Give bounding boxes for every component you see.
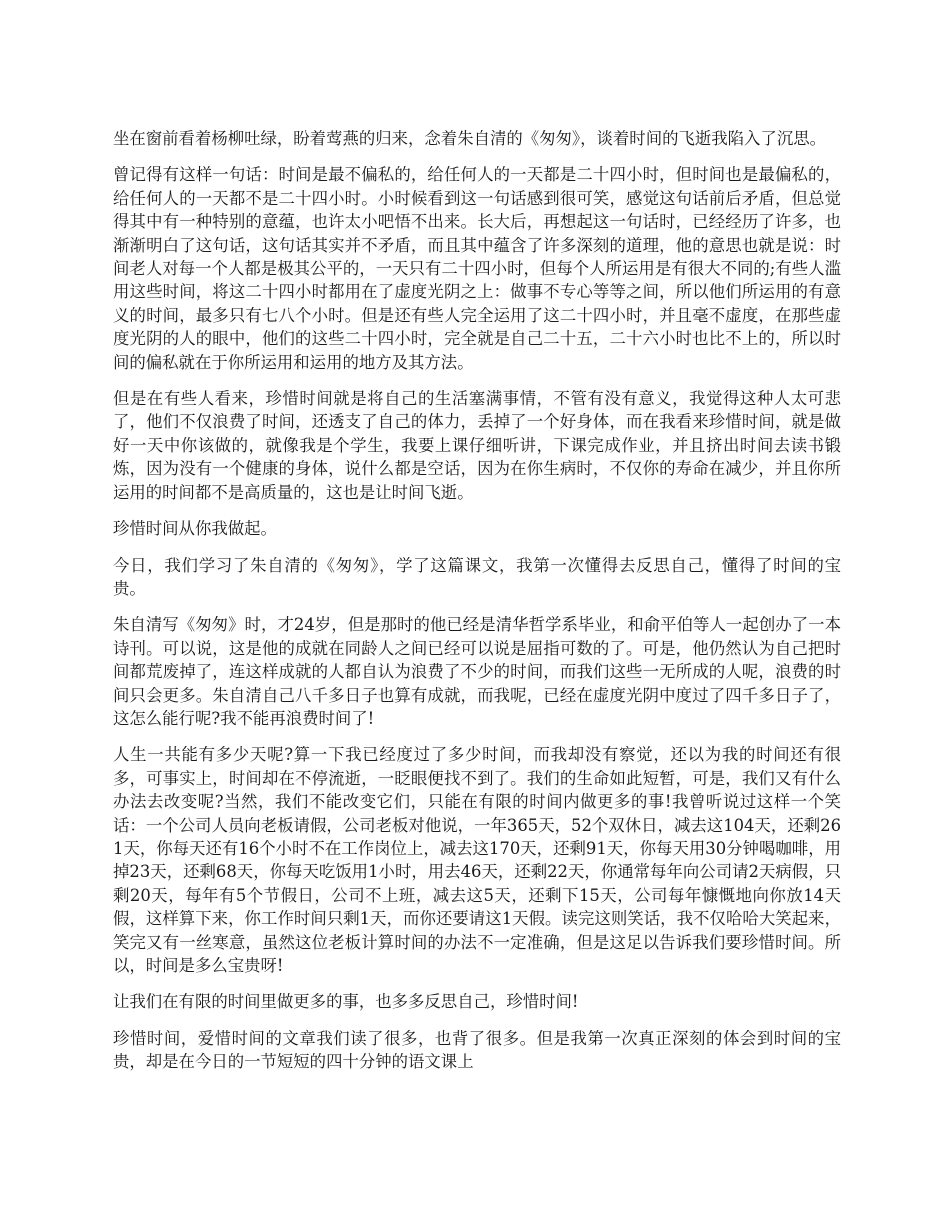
paragraph-7: 人生一共能有多少天呢?算一下我已经度过了多少时间，而我却没有察觉，还以为我的时间还有很多，可事实上，时间却在不停流逝，一眨眼便找不到了。我们的生命如此短暂，可是，我们又有什么办法去改变呢?当然，我们不能改变它们，只能在有限的时间内做更多的事!我曾听说过这样一个笑话：一个公司人员向老板请假，公司老板对他说，一年365天，52个双休日，减去这104天，还剩261天，你每天还有16个小时不在工作岗位上，减去这170天，还剩91天，你每天用30分钟喝咖啡，用掉23天，还剩68天，你每天吃饭用1小时，用去46天，还剩22天，你通常每年向公司请2天病假，只剩20天，每年有5个节假日，公司不上班，减去这5天，还剩下15天，公司每年慷慨地向你放14天假，这样算下来，你工作时间只剩1天，而你还要请这1天假。读完这则笑话，我不仅哈哈大笑起来，笑完又有一丝寒意，虽然这位老板计算时间的办法不一定准确，但是这足以告诉我们要珍惜时间。所以，时间是多么宝贵呀!: [113, 745, 841, 975]
document-body: [113, 127, 841, 1087]
paragraph-6: 朱自清写《匆匆》时，才24岁，但是那时的他已经是清华哲学系毕业，和俞平伯等人一起创办了一本诗刊。可以说，这是他的成就在同龄人之间已经可以说是屈指可数的了。可是，他仍然认为自己把时间都荒废掉了，连这样成就的人都自认为浪费了不少的时间，而我们这些一无所成的人呢，浪费的时间只会更多。朱自清自己八千多日子也算有成就，而我呢，已经在虚度光阴中度过了四千多日子了，这怎么能行呢?我不能再浪费时间了!: [113, 615, 841, 728]
paragraph-8: 让我们在有限的时间里做更多的事，也多多反思自己，珍惜时间!: [113, 992, 579, 1012]
paragraph-4: 珍惜时间从你我做起。: [113, 519, 277, 539]
paragraph-2: 曾记得有这样一句话：时间是最不偏私的，给任何人的一天都是二十四小时，但时间也是最偏私的，给任何人的一天都不是二十四小时。小时候看到这一句话感到很可笑，感觉这句话前后矛盾，但总觉得其中有一种特别的意蕴，也许太小吧悟不出来。长大后，再想起这一句话时，已经经历了许多，也渐渐明白了这句话，这句话其实并不矛盾，而且其中蕴含了许多深刻的道理，他的意思也就是说：时间老人对每一个人都是极其公平的，一天只有二十四小时，但每个人所运用是有很大不同的;有些人滥用这些时间，将这二十四小时都用在了虚度光阴之上：做事不专心等等之间，所以他们所运用的有意义的时间，最多只有七八个小时。但是还有些人完全运用了这二十四小时，并且毫不虚度，在那些虚度光阴的人的眼中，他们的这些二十四小时，完全就是自己二十五，二十六小时也比不上的，所以时间的偏私就在于你所运用和运用的地方及其方法。: [113, 165, 841, 372]
paragraph-9: 珍惜时间，爱惜时间的文章我们读了很多，也背了很多。但是我第一次真正深刻的体会到时间的宝贵，却是在今日的一节短短的四十分钟的语文课上: [113, 1028, 841, 1072]
paragraph-1: 坐在窗前看着杨柳吐绿，盼着莺燕的归来，念着朱自清的《匆匆》，谈着时间的飞逝我陷入了沉思。: [113, 129, 826, 148]
paragraph-3: 但是在有些人看来，珍惜时间就是将自己的生活塞满事情，不管有没有意义，我觉得这种人太可悲了，他们不仅浪费了时间，还透支了自己的体力，丢掉了一个好身体，而在我看来珍惜时间，就是做好一天中你该做的，就像我是个学生，我要上课仔细听讲，下课完成作业，并且挤出时间去读书锻炼，因为没有一个健康的身体，说什么都是空话，因为在你生病时，不仅你的寿命在减少，并且你所运用的时间都不是高质量的，这也是让时间飞逝。: [113, 389, 841, 502]
paragraph-5: 今日，我们学习了朱自清的《匆匆》，学了这篇课文，我第一次懂得去反思自己，懂得了时间的宝贵。: [113, 555, 841, 598]
